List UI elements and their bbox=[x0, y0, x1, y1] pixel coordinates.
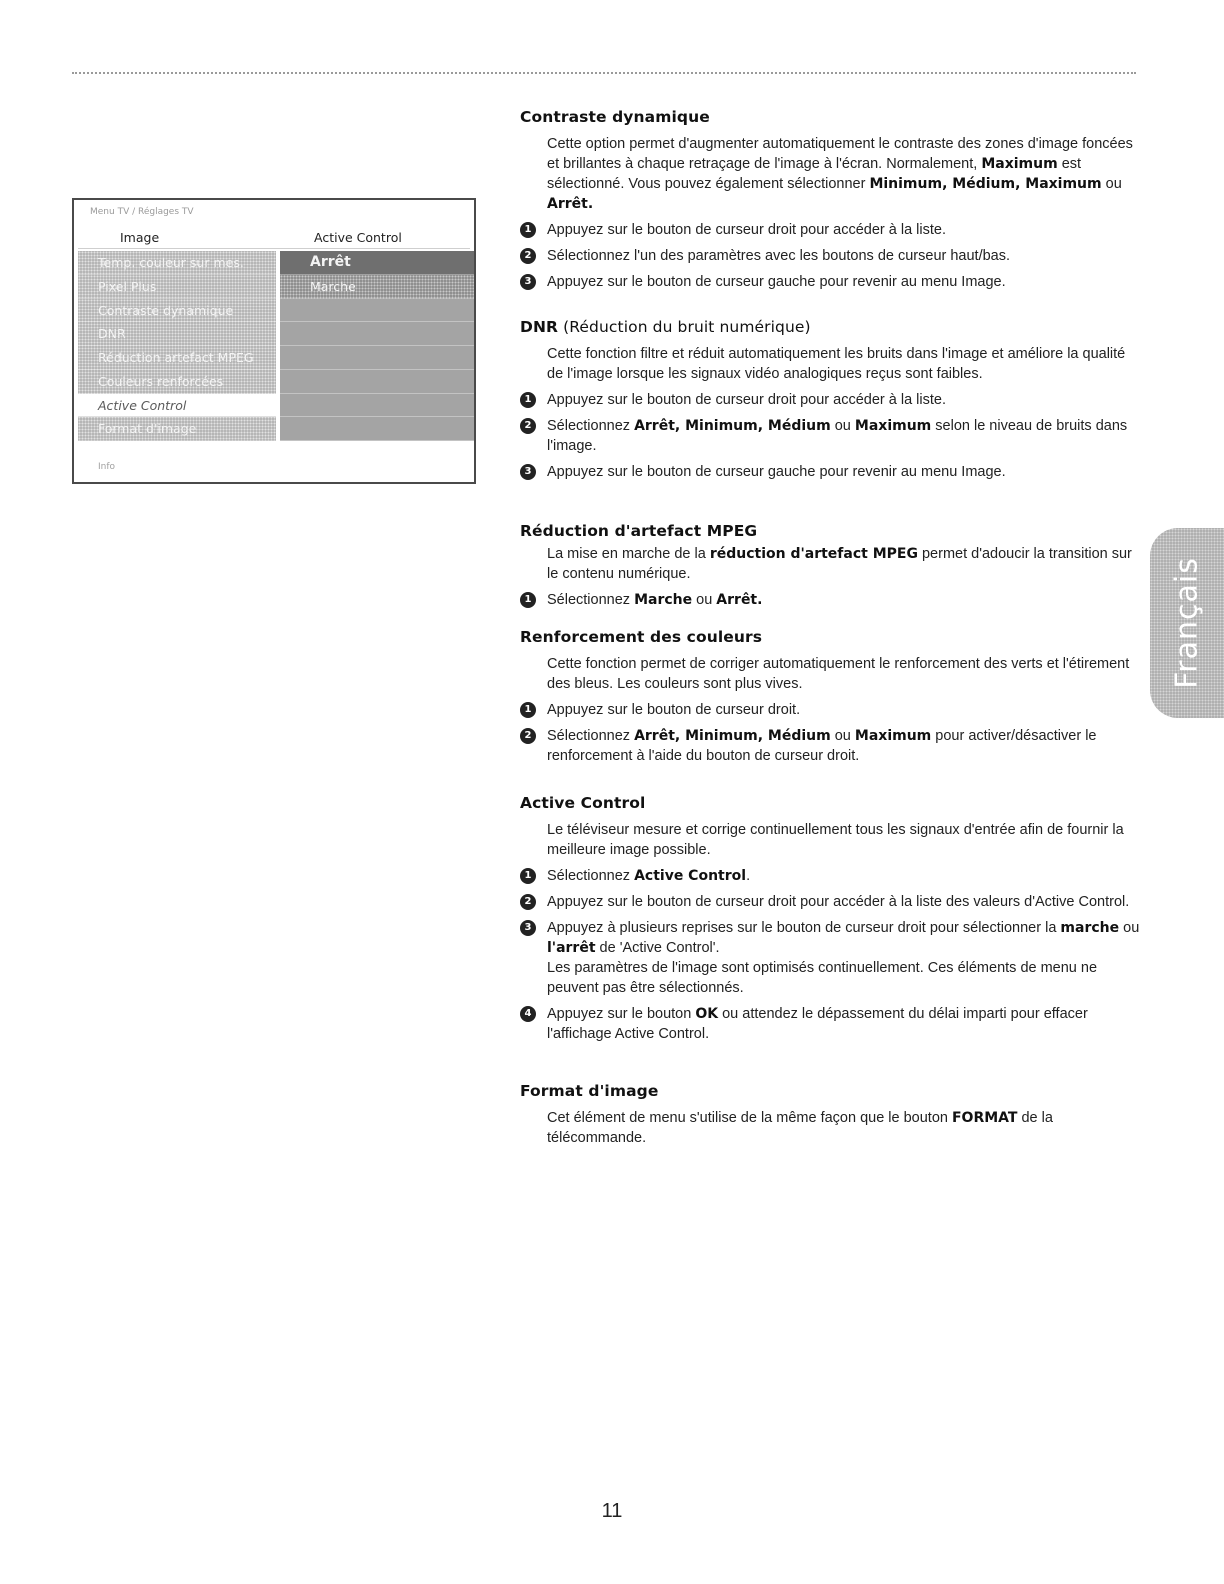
step-item bbox=[520, 272, 1140, 292]
text-span: de la télécommande. bbox=[547, 1110, 1053, 1146]
section-renforcement-couleurs bbox=[520, 628, 1140, 766]
menu-item-pixel-plus: Pixel Plus bbox=[78, 275, 276, 299]
section-description: Cette fonction filtre et réduit automatiquement les bruits dans l'image et améliore la qualité de l'image lorsque les signaux vidéo analogiques reçus sont faibles. bbox=[547, 346, 1126, 382]
step-number-badge: 1 bbox=[520, 702, 536, 718]
step-item bbox=[520, 1004, 1140, 1044]
menu-right-header: Active Control bbox=[314, 230, 402, 245]
bold-term: Arrêt, Minimum, Médium bbox=[634, 418, 831, 434]
menu-breadcrumb: Menu TV / Réglages TV bbox=[90, 207, 194, 217]
step-text: Appuyez sur le bouton de curseur droit pour accéder à la liste des valeurs d'Active Control. bbox=[547, 894, 1130, 910]
section-title: Active Control bbox=[520, 794, 646, 812]
text-span: ou bbox=[1101, 176, 1122, 192]
step-number-badge: 3 bbox=[520, 920, 536, 936]
bold-term: Maximum bbox=[854, 728, 932, 744]
text-span: La mise en marche de la bbox=[547, 546, 710, 562]
text-span: Sélectionnez bbox=[547, 592, 635, 608]
step-note: Les paramètres de l'image sont optimisés continuellement. Ces éléments de menu ne peuvent pas être sélectionnés. bbox=[547, 960, 1098, 996]
menu-left-header: Image bbox=[120, 230, 160, 245]
text-span: pour activer/désactiver le renforcement à l'aide du bouton de curseur droit. bbox=[547, 728, 1097, 764]
bold-term: Active Control bbox=[634, 868, 747, 884]
text-span: permet d'adoucir la transition sur le contenu numérique. bbox=[547, 546, 1132, 582]
step-number-badge: 3 bbox=[520, 274, 536, 290]
text-span: Sélectionnez bbox=[547, 728, 635, 744]
step-number-badge: 1 bbox=[520, 222, 536, 238]
text-span: Appuyez sur le bouton bbox=[547, 1006, 696, 1022]
section-title bbox=[520, 318, 1140, 336]
menu-header-divider bbox=[78, 248, 470, 249]
page-number: 11 bbox=[601, 1500, 623, 1522]
bold-term: Arrêt, Minimum, Médium bbox=[634, 728, 831, 744]
title-text: DNR bbox=[520, 318, 559, 336]
text-span: ou bbox=[1119, 920, 1140, 936]
title-subtitle: (Réduction du bruit numérique) bbox=[558, 318, 811, 336]
text-span: Cette option permet d'augmenter automatiquement le contraste des zones d'image foncées et brillantes à chaque retraçage de l'image à l'écran. Normalement, bbox=[547, 136, 1133, 172]
step-number-badge: 1 bbox=[520, 392, 536, 408]
menu-option-empty bbox=[280, 322, 474, 346]
menu-item-reduction-mpeg: Réduction artefact MPEG bbox=[78, 346, 276, 370]
step-item bbox=[520, 918, 1140, 998]
bold-term: Marche bbox=[634, 592, 693, 608]
step-item bbox=[520, 416, 1140, 456]
text-span: Sélectionnez bbox=[547, 418, 635, 434]
step-text: Appuyez sur le bouton de curseur droit pour accéder à la liste. bbox=[547, 222, 946, 238]
section-format-image bbox=[520, 1082, 1140, 1148]
menu-item-couleurs-renforcees: Couleurs renforcées bbox=[78, 370, 276, 394]
bold-term: FORMAT bbox=[951, 1110, 1018, 1126]
step-number-badge: 4 bbox=[520, 1006, 536, 1022]
step-number-badge: 2 bbox=[520, 728, 536, 744]
step-item bbox=[520, 246, 1140, 266]
step-number-badge: 1 bbox=[520, 868, 536, 884]
section-description: Le téléviseur mesure et corrige continuellement tous les signaux d'entrée afin de fournir la meilleure image possible. bbox=[547, 822, 1124, 858]
text-span: . bbox=[746, 868, 751, 884]
text-span: ou attendez le dépassement du délai imparti pour effacer l'affichage Active Control. bbox=[547, 1006, 1088, 1042]
bold-term: Maximum bbox=[854, 418, 932, 434]
menu-option-arret: Arrêt bbox=[280, 251, 474, 275]
section-reduction-mpeg bbox=[520, 522, 1140, 610]
menu-option-empty bbox=[280, 370, 474, 394]
section-description bbox=[547, 134, 1140, 214]
section-title: Réduction d'artefact MPEG bbox=[520, 522, 758, 540]
section-title: Renforcement des couleurs bbox=[520, 628, 763, 646]
menu-item-active-control: Active Control bbox=[78, 394, 276, 418]
text-span: Sélectionnez bbox=[547, 868, 635, 884]
section-contraste-dynamique bbox=[520, 108, 1140, 292]
step-text: Sélectionnez l'un des paramètres avec les boutons de curseur haut/bas. bbox=[547, 248, 1011, 264]
bold-term: l'arrêt bbox=[547, 940, 596, 956]
menu-item-contraste-dynamique: Contraste dynamique bbox=[78, 299, 276, 323]
step-text: Appuyez sur le bouton de curseur droit. bbox=[547, 702, 801, 718]
text-span: de 'Active Control'. bbox=[595, 940, 720, 956]
section-dnr bbox=[520, 318, 1140, 482]
menu-left-panel bbox=[78, 251, 276, 441]
step-number-badge: 2 bbox=[520, 894, 536, 910]
language-tab bbox=[1150, 528, 1224, 718]
bold-term: Minimum, Médium, Maximum bbox=[869, 176, 1102, 192]
text-span: ou bbox=[830, 728, 855, 744]
top-divider bbox=[72, 72, 1136, 74]
section-description bbox=[547, 1108, 1140, 1148]
language-tab-label: Français bbox=[1169, 557, 1205, 689]
section-title: Contraste dynamique bbox=[520, 108, 710, 126]
step-item bbox=[520, 726, 1140, 766]
bold-term: Arrêt. bbox=[716, 592, 763, 608]
step-text: Appuyez sur le bouton de curseur gauche pour revenir au menu Image. bbox=[547, 274, 1006, 290]
menu-option-marche: Marche bbox=[280, 275, 474, 299]
bold-term: OK bbox=[695, 1006, 719, 1022]
bold-term: réduction d'artefact MPEG bbox=[709, 546, 918, 562]
step-number-badge: 2 bbox=[520, 418, 536, 434]
step-text: Appuyez sur le bouton de curseur gauche pour revenir au menu Image. bbox=[547, 464, 1006, 480]
step-number-badge: 3 bbox=[520, 464, 536, 480]
menu-option-empty bbox=[280, 417, 474, 441]
menu-option-empty bbox=[280, 299, 474, 323]
section-title: Format d'image bbox=[520, 1082, 659, 1100]
menu-option-empty bbox=[280, 394, 474, 418]
menu-item-dnr: DNR bbox=[78, 322, 276, 346]
tv-menu-screenshot bbox=[72, 198, 476, 484]
text-span: ou bbox=[692, 592, 717, 608]
section-description: Cette fonction permet de corriger automatiquement le renforcement des verts et l'étirement des bleus. Les couleurs sont plus vives. bbox=[547, 656, 1130, 692]
menu-option-empty bbox=[280, 346, 474, 370]
section-description bbox=[547, 544, 1140, 584]
step-item bbox=[520, 866, 1140, 886]
menu-info-label: Info bbox=[98, 462, 116, 472]
step-text: Appuyez sur le bouton de curseur droit pour accéder à la liste. bbox=[547, 392, 946, 408]
section-active-control bbox=[520, 794, 1140, 1044]
step-item bbox=[520, 700, 1140, 720]
text-span: est sélectionné. Vous pouvez également sélectionner bbox=[547, 156, 1082, 192]
bold-term: marche bbox=[1060, 920, 1120, 936]
text-span: Appuyez à plusieurs reprises sur le bouton de curseur droit pour sélectionner la bbox=[547, 920, 1061, 936]
menu-item-temp-couleur: Temp. couleur sur mes. bbox=[78, 251, 276, 275]
step-number-badge: 2 bbox=[520, 248, 536, 264]
step-item bbox=[520, 220, 1140, 240]
menu-item-format-image: Format d'image bbox=[78, 417, 276, 441]
menu-right-panel bbox=[280, 251, 474, 441]
text-span: selon le niveau de bruits dans l'image. bbox=[547, 418, 1128, 454]
step-item bbox=[520, 892, 1140, 912]
bold-term: Arrêt. bbox=[547, 196, 594, 212]
step-item bbox=[520, 462, 1140, 482]
step-item bbox=[520, 590, 1140, 610]
step-item bbox=[520, 390, 1140, 410]
text-span: Cet élément de menu s'utilise de la même façon que le bouton bbox=[547, 1110, 952, 1126]
bold-term: Maximum bbox=[981, 156, 1058, 172]
step-number-badge: 1 bbox=[520, 592, 536, 608]
text-span: ou bbox=[830, 418, 855, 434]
